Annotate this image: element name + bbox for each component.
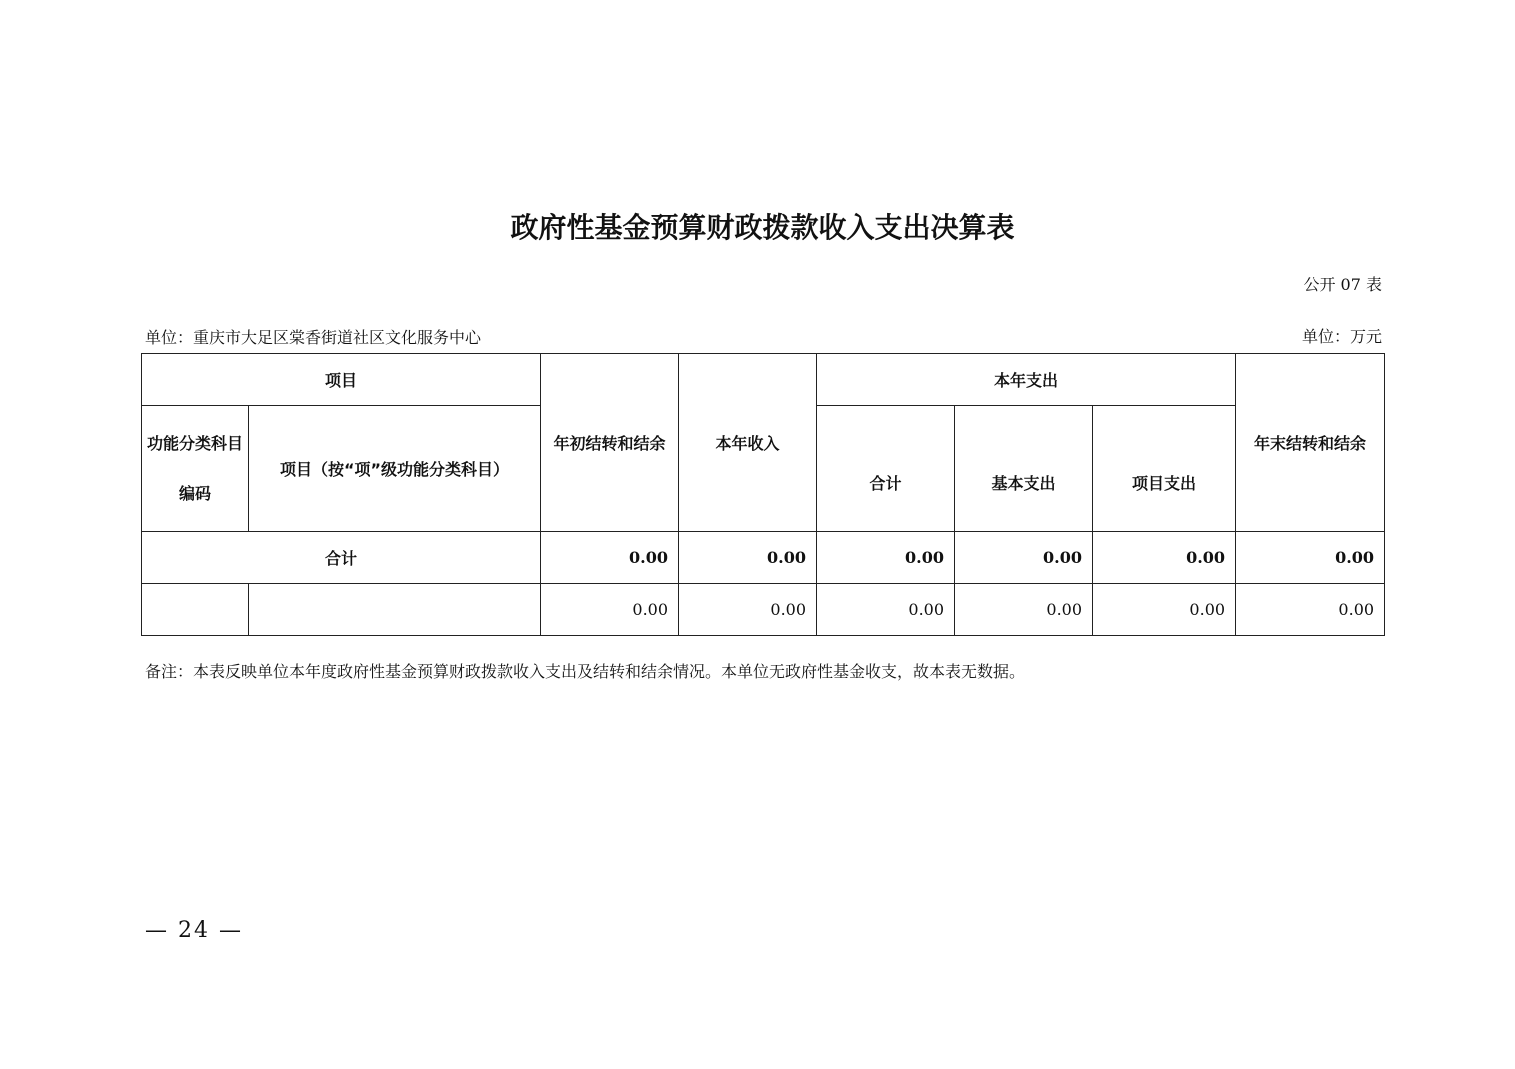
row-opening-balance: 0.00 xyxy=(541,584,679,636)
header-subtotal: 合计 xyxy=(817,406,955,532)
total-opening-balance: 0.00 xyxy=(541,532,679,584)
row-project-expenditure: 0.00 xyxy=(1093,584,1236,636)
budget-table xyxy=(141,353,1385,636)
total-label: 合计 xyxy=(142,532,541,584)
page-title: 政府性基金预算财政拨款收入支出决算表 xyxy=(510,211,1015,244)
row-project xyxy=(249,584,541,636)
unit-organization: 单位：重庆市大足区棠香街道社区文化服务中心 xyxy=(145,328,482,347)
total-row xyxy=(142,532,1385,584)
header-function-code: 功能分类科目编码 xyxy=(142,406,249,532)
row-basic-expenditure: 0.00 xyxy=(955,584,1093,636)
form-code: 公开 07 表 xyxy=(1303,275,1382,294)
total-closing-balance: 0.00 xyxy=(1236,532,1385,584)
row-subtotal: 0.00 xyxy=(817,584,955,636)
total-subtotal: 0.00 xyxy=(817,532,955,584)
header-closing-balance: 年末结转和结余 xyxy=(1236,354,1385,532)
header-row-1 xyxy=(142,354,1385,406)
header-project-by-item: 项目（按“项”级功能分类科目） xyxy=(249,406,541,532)
row-function-code xyxy=(142,584,249,636)
header-opening-balance: 年初结转和结余 xyxy=(541,354,679,532)
header-current-expenditure: 本年支出 xyxy=(817,354,1236,406)
total-current-income: 0.00 xyxy=(679,532,817,584)
footnote: 备注：本表反映单位本年度政府性基金预算财政拨款收入支出及结转和结余情况。本单位无政府性基金收支，故本表无数据。 xyxy=(145,662,1026,681)
row-current-income: 0.00 xyxy=(679,584,817,636)
page-number: — 24 — xyxy=(145,918,243,943)
table-row xyxy=(142,584,1385,636)
total-project-expenditure: 0.00 xyxy=(1093,532,1236,584)
header-current-income: 本年收入 xyxy=(679,354,817,532)
unit-currency: 单位：万元 xyxy=(1301,327,1382,346)
header-project-expenditure: 项目支出 xyxy=(1093,406,1236,532)
total-basic-expenditure: 0.00 xyxy=(955,532,1093,584)
header-basic-expenditure: 基本支出 xyxy=(955,406,1093,532)
row-closing-balance: 0.00 xyxy=(1236,584,1385,636)
header-project: 项目 xyxy=(142,354,541,406)
